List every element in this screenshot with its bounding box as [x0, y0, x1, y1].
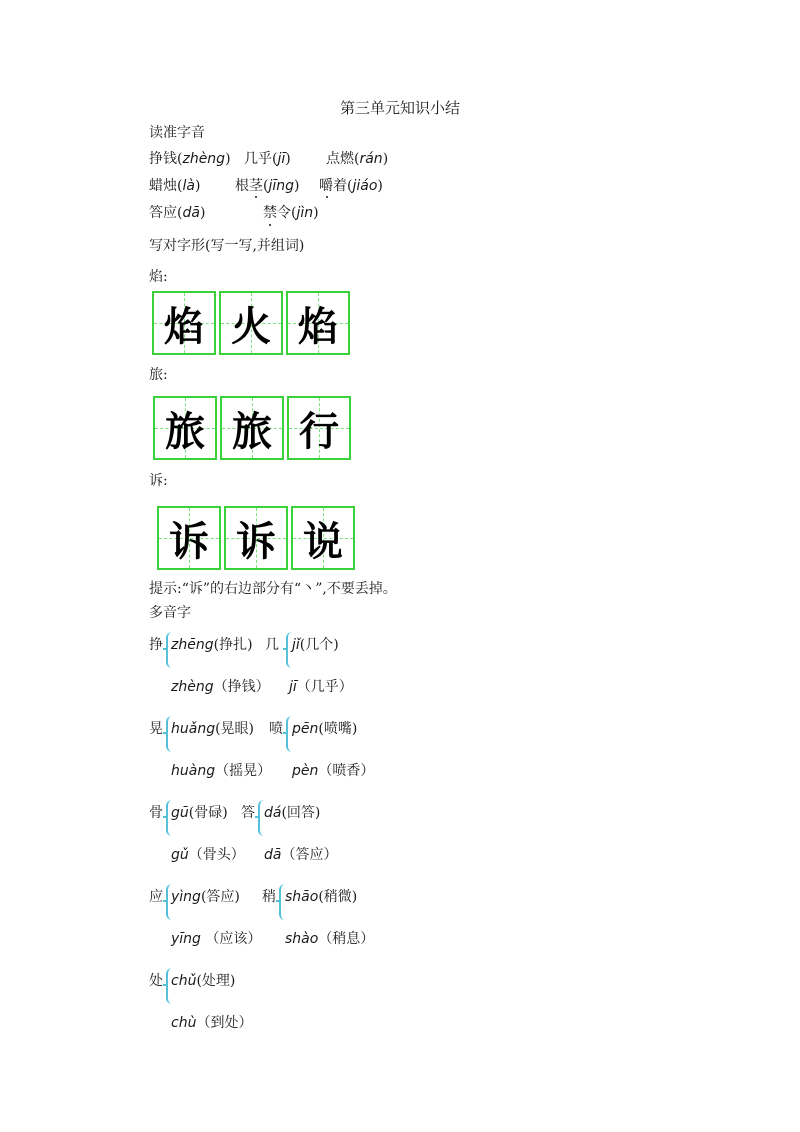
grid-cell: 旅: [153, 396, 217, 460]
emphasis-dot: [255, 196, 257, 198]
polyphone-reading: chǔ(处理): [171, 973, 236, 989]
grid-cell: 焰: [152, 291, 216, 355]
polyphone-reading: dá(回答): [264, 805, 321, 821]
polyphone-reading: dā（答应）: [264, 847, 338, 863]
polyphone-char: 答: [241, 805, 255, 821]
grid-cell: 焰: [286, 291, 350, 355]
grid-cell: 旅: [220, 396, 284, 460]
polyphone-char: 挣: [149, 637, 163, 653]
polyphone-char: 晃: [149, 721, 163, 737]
writing-label: 焰:: [149, 269, 168, 285]
reading-item: 点燃(rán): [326, 151, 389, 167]
polyphone-char: 几: [265, 637, 279, 653]
polyphone-reading: pèn（喷香）: [292, 763, 375, 779]
polyphone-char: 稍: [262, 889, 276, 905]
polyphone-char: 喷: [269, 721, 283, 737]
polyphone-reading: huàng（摇晃）: [171, 763, 272, 779]
tianzi-grid: [157, 506, 358, 570]
writing-tip: 提示:“诉”的右边部分有“丶”,不要丢掉。: [149, 581, 397, 597]
reading-item: 几乎(jī): [244, 151, 291, 167]
grid-cell: 诉: [157, 506, 221, 570]
polyphone-reading: yīng （应该）: [171, 931, 262, 947]
polyphone-reading: zhēng(挣扎): [171, 637, 253, 653]
writing-label: 旅:: [149, 367, 168, 383]
grid-cell: 行: [287, 396, 351, 460]
polyphone-reading: shào（稍息）: [285, 931, 375, 947]
polyphone-reading: huǎng(晃眼): [171, 721, 255, 737]
polyphone-reading: jǐ(几个): [292, 637, 339, 653]
emphasis-dot: [326, 196, 328, 198]
polyphone-reading: pēn(喷嘴): [292, 721, 358, 737]
reading-item: 蜡烛(là): [149, 178, 201, 194]
section-heading-reading: 读准字音: [149, 125, 205, 141]
grid-cell: 诉: [224, 506, 288, 570]
section-heading-polyphones: 多音字: [149, 605, 191, 621]
polyphone-char: 处: [149, 973, 163, 989]
polyphone-char: 骨: [149, 805, 163, 821]
reading-item: 嚼着(jiáo): [319, 178, 383, 194]
section-heading-writing: 写对字形(写一写,并组词): [149, 238, 305, 254]
polyphone-reading: gǔ（骨头）: [171, 847, 245, 863]
polyphone-reading: chù（到处）: [171, 1015, 253, 1031]
reading-item: 答应(dā): [149, 205, 206, 221]
page-title: 第三单元知识小结: [339, 99, 460, 117]
tianzi-grid: [153, 396, 354, 460]
polyphone-char: 应: [149, 889, 163, 905]
reading-item: 禁令(jìn): [263, 205, 319, 221]
tianzi-grid: [152, 291, 353, 355]
polyphone-reading: yìng(答应): [171, 889, 240, 905]
grid-cell: 说: [291, 506, 355, 570]
polyphone-reading: jī（几乎）: [289, 679, 353, 695]
reading-item: 根茎(jīng): [235, 178, 300, 194]
reading-item: 挣钱(zhèng): [149, 151, 231, 167]
polyphone-reading: shāo(稍微): [285, 889, 358, 905]
polyphone-reading: gū(骨碌): [171, 805, 228, 821]
emphasis-dot: [269, 224, 271, 226]
polyphone-reading: zhèng（挣钱）: [171, 679, 270, 695]
writing-label: 诉:: [149, 473, 168, 489]
grid-cell: 火: [219, 291, 283, 355]
